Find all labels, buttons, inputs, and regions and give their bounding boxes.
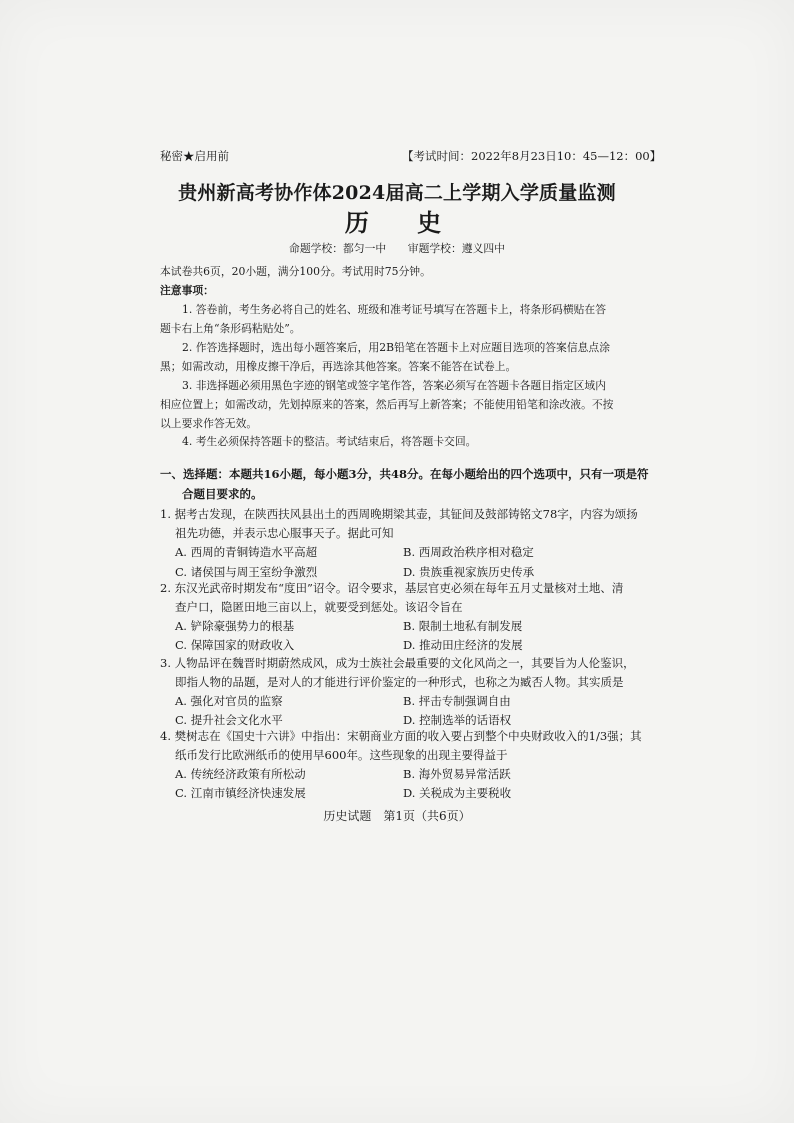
option-a: A. 传统经济政策有所松动	[175, 767, 306, 781]
option-d: D. 推动田庄经济的发展	[403, 638, 523, 652]
option-c: C. 诸侯国与周王室纷争激烈	[175, 565, 318, 579]
exam-title: 贵州新高考协作体2024届高二上学期入学质量监测	[178, 182, 616, 204]
option-c: C. 江南市镇经济快速发展	[175, 786, 306, 800]
option-d: D. 控制选举的话语权	[403, 713, 512, 727]
confidentiality-label: 秘密★启用前	[160, 149, 229, 163]
note-line: 4. 考生必须保持答题卡的整洁。考试结束后，将答题卡交回。	[182, 435, 477, 448]
option-a: A. 强化对官员的监察	[175, 694, 283, 708]
option-b: B. 西周政治秩序相对稳定	[403, 545, 534, 559]
schools-line: 命题学校：都匀一中 审题学校：遵义四中	[289, 242, 505, 255]
note-line: 2. 作答选择题时，选出每小题答案后，用2B铅笔在答题卡上对应题目选项的答案信息点涂	[182, 341, 611, 354]
option-c: C. 保障国家的财政收入	[175, 638, 295, 652]
note-line: 相应位置上；如需改动，先划掉原来的答案，然后再写上新答案；不能使用铅笔和涂改液。不按	[160, 398, 614, 411]
option-d: D. 贵族重视家族历史传承	[403, 565, 535, 579]
question-stem: 1. 据考古发现，在陕西扶风县出土的西周晚期梁其壶，其钲间及鼓部铸铭文78字，内容为颂扬	[160, 507, 638, 521]
option-b: B. 限制土地私有制发展	[403, 619, 523, 633]
option-b: B. 抨击专制强调自由	[403, 694, 511, 708]
option-a: A. 西周的青铜铸造水平高超	[175, 545, 318, 559]
note-line: 以上要求作答无效。	[160, 417, 258, 430]
question-stem: 查户口，隐匿田地三亩以上，就要受到惩处。该诏令旨在	[175, 600, 463, 614]
notes-heading: 注意事项：	[160, 284, 214, 297]
option-d: D. 关税成为主要税收	[403, 786, 512, 800]
note-line: 1. 答卷前，考生务必将自己的姓名、班级和准考证号填写在答题卡上，将条形码横贴在答	[182, 303, 607, 316]
page-footer: 历史试题 第1页（共6页）	[323, 809, 471, 823]
question-stem: 4. 樊树志在《国史十六讲》中指出：宋朝商业方面的收入要占到整个中央财政收入的1/3强；其	[160, 729, 642, 743]
option-c: C. 提升社会文化水平	[175, 713, 283, 727]
exam-time: 【考试时间：2022年8月23日10：45—12：00】	[402, 149, 662, 163]
option-a: A. 铲除豪强势力的根基	[175, 619, 295, 633]
note-line: 题卡右上角“条形码粘贴处”。	[160, 322, 301, 335]
question-stem: 2. 东汉光武帝时期发布“度田”诏令。诏令要求，基层官吏必须在每年五月丈量核对土地、清	[160, 581, 624, 595]
question-stem: 祖先功德，并表示忠心服事天子。据此可知	[175, 526, 394, 540]
note-line: 3. 非选择题必须用黑色字迹的钢笔或签字笔作答，答案必须写在答题卡各题目指定区域内	[182, 379, 607, 392]
subject-title: 历 史	[344, 208, 462, 237]
question-stem: 即指人物的品题，是对人的才能进行评价鉴定的一种形式，也称之为臧否人物。其实质是	[175, 675, 624, 689]
section-heading-cont: 合题目要求的。	[182, 487, 263, 501]
intro-line: 本试卷共6页，20小题，满分100分。考试用时75分钟。	[160, 265, 431, 278]
question-stem: 3. 人物品评在魏晋时期蔚然成风，成为士族社会最重要的文化风尚之一，其要旨为人伦鉴识，	[160, 656, 635, 670]
option-b: B. 海外贸易异常活跃	[403, 767, 511, 781]
question-stem: 纸币发行比欧洲纸币的使用早600年。这些现象的出现主要得益于	[175, 748, 508, 762]
section-heading: 一、选择题：本题共16小题，每小题3分，共48分。在每小题给出的四个选项中，只有一项是符	[160, 467, 649, 481]
note-line: 黑；如需改动，用橡皮擦干净后，再选涂其他答案。答案不能答在试卷上。	[160, 360, 517, 373]
